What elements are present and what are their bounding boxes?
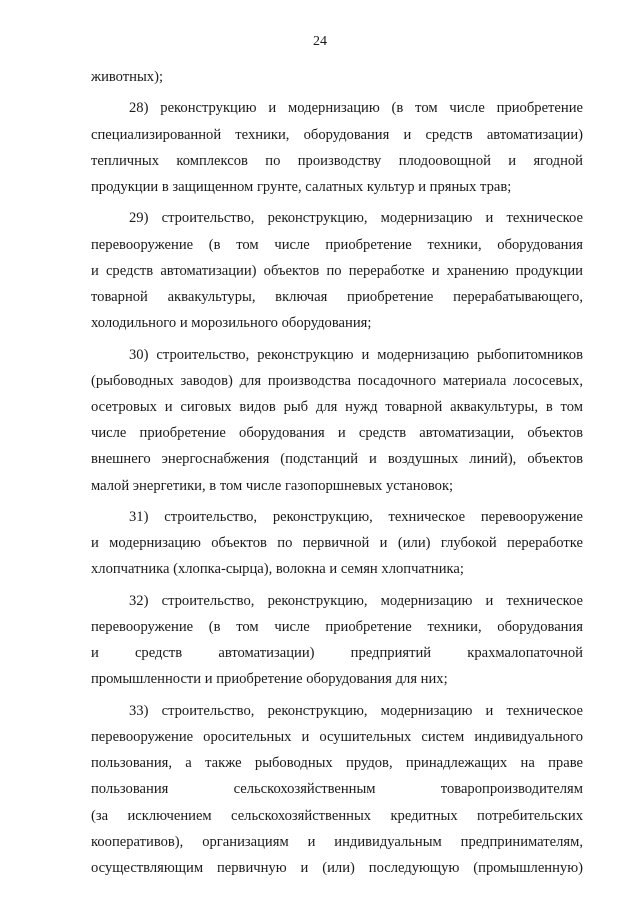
text-line: продукции в защищенном грунте, салатных культур и пряных трав; bbox=[91, 179, 512, 195]
paragraph-item-29 bbox=[91, 205, 583, 336]
text-line: холодильного и морозильного оборудования; bbox=[91, 315, 372, 332]
text-line: числе приобретение оборудования и средств автоматизации, объектов bbox=[91, 425, 583, 442]
text-line: 29) строительство, реконструкцию, модернизацию и техническое bbox=[129, 210, 583, 227]
text-line: 28) реконструкцию и модернизацию (в том числе приобретение bbox=[129, 100, 583, 117]
text-line: 33) строительство, реконструкцию, модернизацию и техническое bbox=[129, 702, 583, 719]
page-number: 24 bbox=[313, 34, 327, 49]
text-line: кооперативов), организациям и индивидуальным предпринимателям, bbox=[91, 833, 583, 850]
text-line: товарной аквакультуры, включая приобретение перерабатывающего, bbox=[91, 289, 583, 305]
text-line: тепличных комплексов по производству плодоовощной и ягодной bbox=[91, 152, 583, 169]
text-line: (рыбоводных заводов) для производства посадочного материала лососевых, bbox=[91, 372, 583, 389]
text-line: 32) строительство, реконструкцию, модернизацию и техническое bbox=[129, 592, 583, 609]
text-line: хлопчатника (хлопка-сырца), волокна и семян хлопчатника; bbox=[91, 561, 464, 578]
text-line: осуществляющим первичную и (или) последующую (промышленную) bbox=[91, 860, 583, 877]
text-line: промышленности и приобретение оборудования для них; bbox=[91, 671, 448, 688]
paragraph-item-30 bbox=[91, 342, 583, 499]
text-line: и модернизацию объектов по первичной и (или) глубокой переработке bbox=[91, 535, 583, 552]
text-line: малой энергетики, в том числе газопоршневых установок; bbox=[91, 477, 454, 494]
paragraph-item-28 bbox=[91, 95, 583, 200]
text-line: и средств автоматизации) объектов по переработке и хранению продукции bbox=[91, 262, 583, 279]
text-line: и средств автоматизации) предприятий крахмалопаточной bbox=[91, 645, 583, 662]
document-body bbox=[91, 64, 583, 886]
text-line: (за исключением сельскохозяйственных кредитных потребительских bbox=[91, 807, 583, 824]
paragraph-item-32 bbox=[91, 588, 583, 693]
text-line: 31) строительство, реконструкцию, техническое перевооружение bbox=[129, 509, 583, 525]
text-line: перевооружение (в том числе приобретение техники, оборудования bbox=[91, 236, 583, 253]
text-line: пользования сельскохозяйственным товаропроизводителям bbox=[91, 781, 583, 798]
text-line: перевооружение оросительных и осушительных систем индивидуального bbox=[91, 729, 583, 745]
paragraph-continuation bbox=[91, 64, 583, 90]
paragraph-item-31 bbox=[91, 504, 583, 583]
paragraph-item-33 bbox=[91, 698, 583, 881]
text-line: осетровых и сиговых видов рыб для нужд товарной аквакультуры, в том bbox=[91, 399, 583, 415]
text-line: 30) строительство, реконструкцию и модернизацию рыбопитомников bbox=[129, 346, 583, 363]
text-line: перевооружение (в том числе приобретение техники, оборудования bbox=[91, 619, 583, 635]
text-line: пользования, а также рыбоводных прудов, принадлежащих на праве bbox=[91, 755, 583, 772]
text-line: животных); bbox=[91, 69, 163, 85]
text-line: внешнего энергоснабжения (подстанций и воздушных линий), объектов bbox=[91, 451, 583, 468]
text-line: специализированной техники, оборудования и средств автоматизации) bbox=[91, 126, 583, 143]
